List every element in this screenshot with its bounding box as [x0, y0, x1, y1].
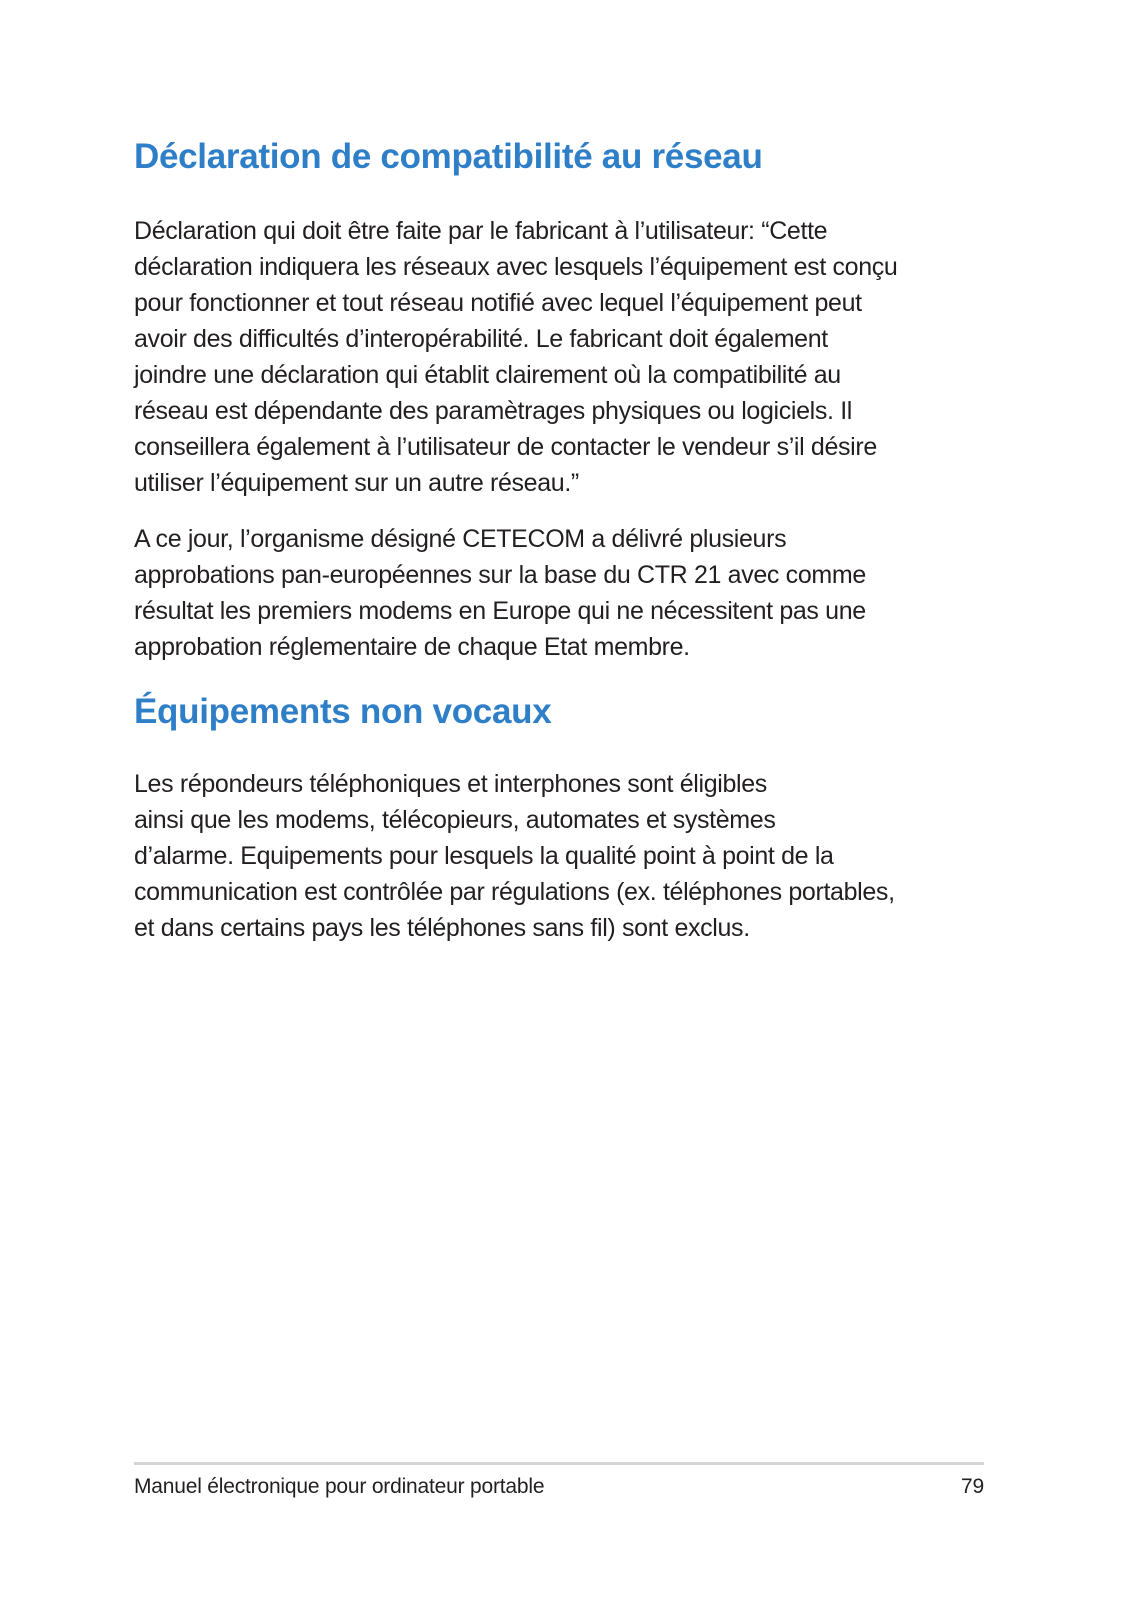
page-number: 79 — [961, 1475, 984, 1498]
text-line: pour fonctionner et tout réseau notifié avec lequel l’équipement peut — [134, 289, 862, 317]
text-line: approbations pan-européennes sur la base du CTR 21 avec comme — [134, 561, 866, 589]
text-line: conseillera également à l’utilisateur de contacter le vendeur s’il désire — [134, 433, 877, 461]
text-line: approbation réglementaire de chaque Etat membre. — [134, 633, 690, 661]
text-line: communication est contrôlée par régulations (ex. téléphones portables, — [134, 878, 895, 906]
section-title: Déclaration de compatibilité au réseau — [134, 137, 763, 176]
text-line: joindre une déclaration qui établit clairement où la compatibilité au — [134, 361, 841, 389]
text-line: avoir des difficultés d’interopérabilité. Le fabricant doit également — [134, 325, 828, 353]
text-line: d’alarme. Equipements pour lesquels la qualité point à point de la — [134, 842, 834, 870]
body-paragraph — [134, 521, 1004, 665]
section-title: Équipements non vocaux — [134, 692, 552, 731]
text-line: ainsi que les modems, télécopieurs, automates et systèmes — [134, 806, 776, 834]
text-line: et dans certains pays les téléphones sans fil) sont exclus. — [134, 914, 750, 942]
text-line: A ce jour, l’organisme désigné CETECOM a délivré plusieurs — [134, 525, 787, 553]
footer-divider — [134, 1462, 984, 1465]
body-paragraph — [134, 213, 1004, 501]
text-line: Déclaration qui doit être faite par le fabricant à l’utilisateur: “Cette — [134, 217, 828, 245]
text-line: Les répondeurs téléphoniques et interphones sont éligibles — [134, 770, 767, 798]
text-line: résultat les premiers modems en Europe qui ne nécessitent pas une — [134, 597, 866, 625]
text-line: utiliser l’équipement sur un autre réseau.” — [134, 469, 579, 497]
body-paragraph — [134, 766, 1004, 946]
document-page — [134, 0, 1004, 1600]
text-line: réseau est dépendante des paramètrages physiques ou logiciels. Il — [134, 397, 852, 425]
text-line: déclaration indiquera les réseaux avec lesquels l’équipement est conçu — [134, 253, 898, 281]
footer-title: Manuel électronique pour ordinateur portable — [134, 1475, 545, 1498]
